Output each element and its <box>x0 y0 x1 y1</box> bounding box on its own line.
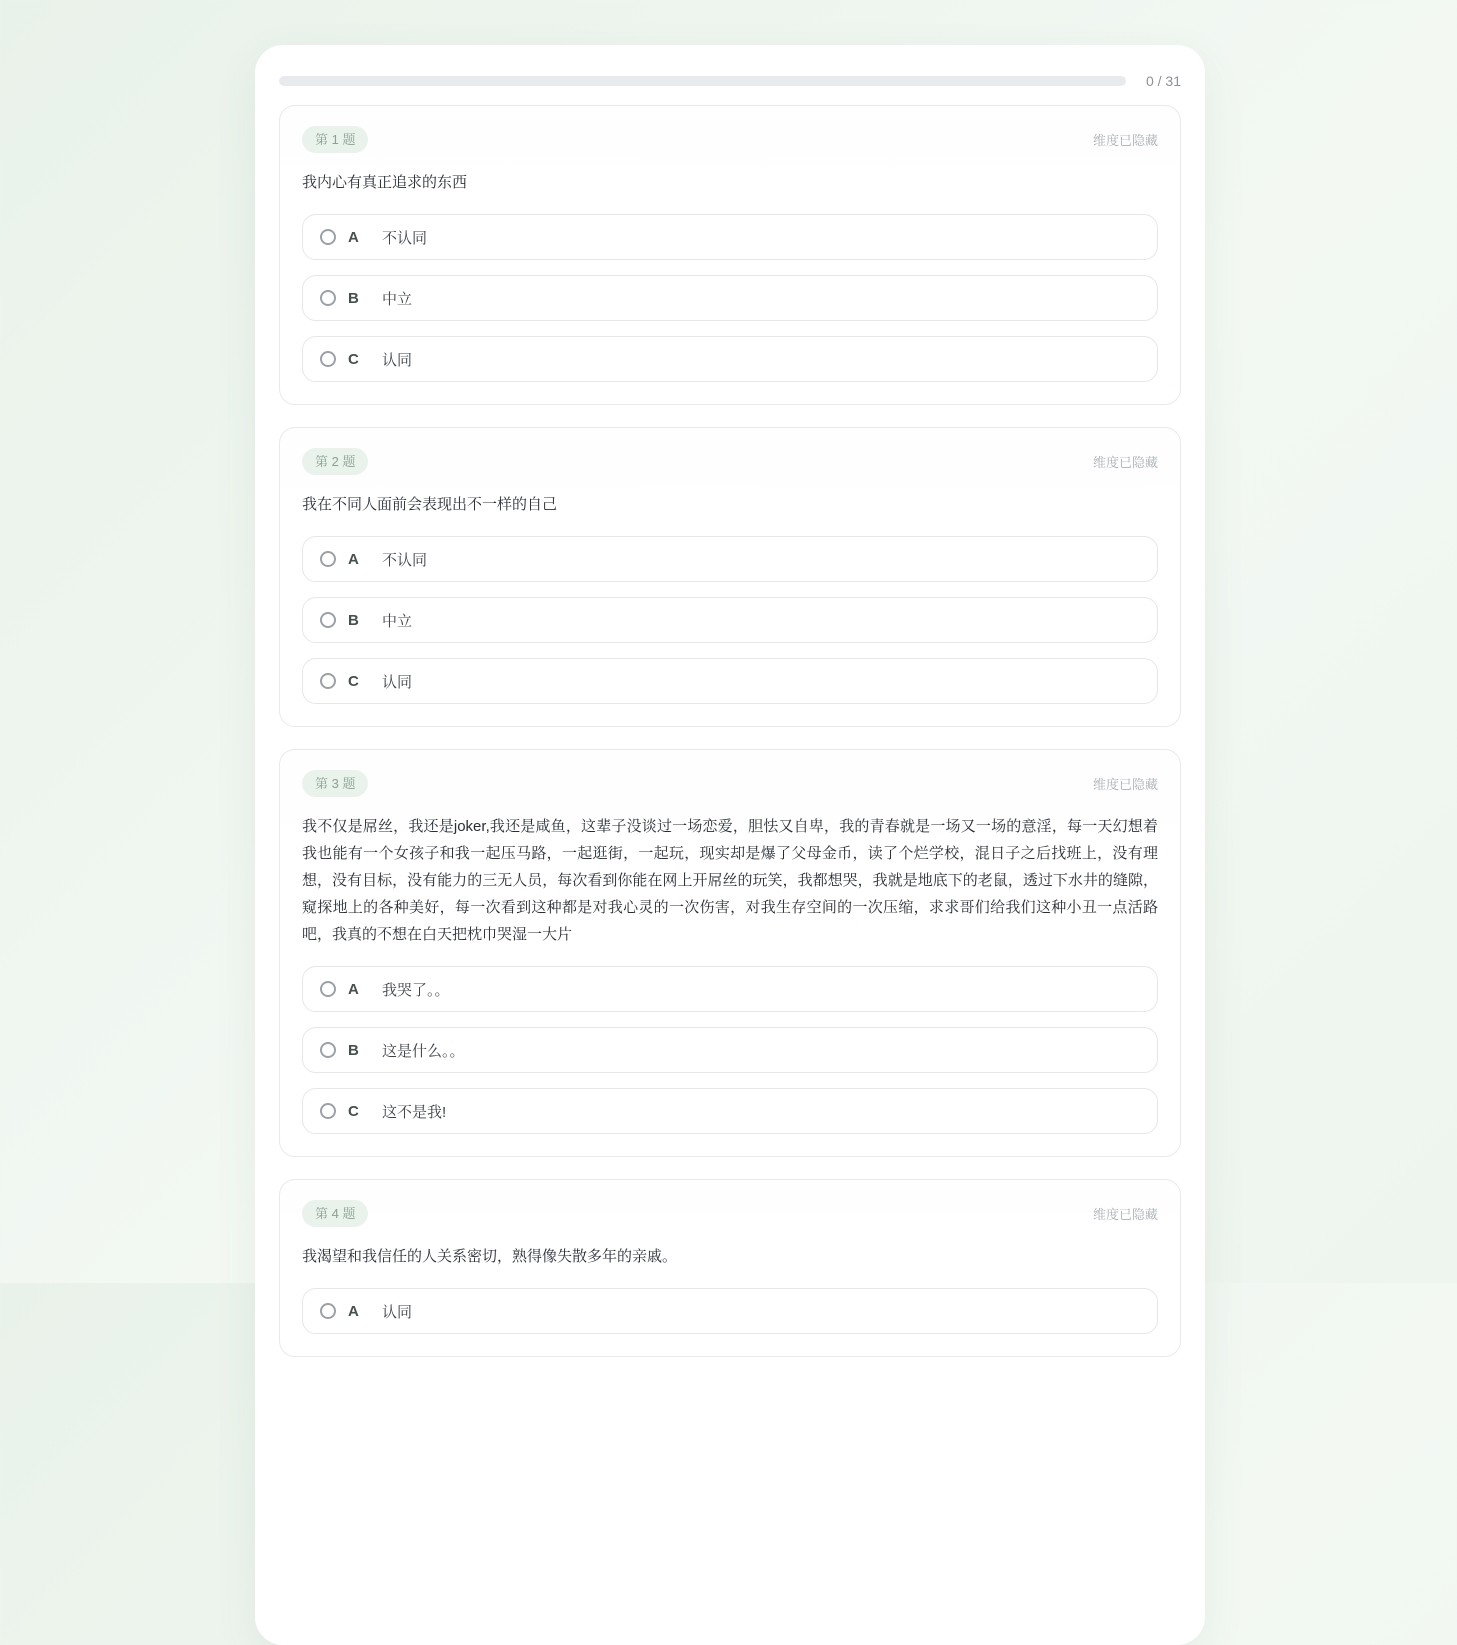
answer-option[interactable] <box>302 1288 1158 1334</box>
option-label: 这不是我! <box>382 1103 447 1121</box>
answer-option[interactable] <box>302 214 1158 260</box>
answer-option[interactable] <box>302 966 1158 1012</box>
option-letter: B <box>348 289 359 307</box>
option-label: 中立 <box>382 612 413 630</box>
question-header <box>302 770 1158 797</box>
answer-option[interactable] <box>302 597 1158 643</box>
option-list <box>302 1288 1158 1334</box>
dimension-hidden-label: 维度已隐藏 <box>1092 455 1158 470</box>
option-list <box>302 966 1158 1134</box>
question-text: 我渴望和我信任的人关系密切，熟得像失散多年的亲戚。 <box>302 1248 678 1265</box>
progress-label: 0 / 31 <box>1145 73 1181 89</box>
option-list <box>302 536 1158 704</box>
option-label: 中立 <box>382 290 413 308</box>
radio-button-icon[interactable] <box>320 673 336 689</box>
radio-button-icon[interactable] <box>320 1303 336 1319</box>
radio-button-icon[interactable] <box>320 1042 336 1058</box>
option-letter: B <box>348 1041 359 1059</box>
question-text: 我内心有真正追求的东西 <box>302 174 468 191</box>
question-number-badge: 第 4 题 <box>302 1200 368 1227</box>
option-letter: A <box>348 550 359 568</box>
option-label: 认同 <box>382 673 413 691</box>
question-header <box>302 126 1158 153</box>
option-label: 认同 <box>382 1303 413 1321</box>
radio-button-icon[interactable] <box>320 1103 336 1119</box>
question-text: 我在不同人面前会表现出不一样的自己 <box>302 496 558 513</box>
question-card <box>279 1179 1181 1357</box>
progress-row <box>279 69 1181 89</box>
option-letter: B <box>348 611 359 629</box>
question-header <box>302 448 1158 475</box>
option-letter: C <box>348 350 359 368</box>
option-label: 我哭了。。 <box>382 981 450 999</box>
answer-option[interactable] <box>302 1027 1158 1073</box>
option-list <box>302 214 1158 382</box>
dimension-hidden-label: 维度已隐藏 <box>1092 1207 1158 1222</box>
option-letter: C <box>348 672 359 690</box>
answer-option[interactable] <box>302 275 1158 321</box>
radio-button-icon[interactable] <box>320 290 336 306</box>
answer-option[interactable] <box>302 536 1158 582</box>
survey-card <box>255 45 1205 1645</box>
radio-button-icon[interactable] <box>320 981 336 997</box>
question-card <box>279 427 1181 727</box>
dimension-hidden-label: 维度已隐藏 <box>1092 133 1158 148</box>
question-number-badge: 第 1 题 <box>302 126 368 153</box>
option-letter: A <box>348 228 359 246</box>
question-header <box>302 1200 1158 1227</box>
radio-button-icon[interactable] <box>320 351 336 367</box>
radio-button-icon[interactable] <box>320 551 336 567</box>
option-label: 认同 <box>382 351 413 369</box>
option-label: 这是什么。。 <box>382 1042 465 1060</box>
option-letter: A <box>348 980 359 998</box>
option-label: 不认同 <box>382 551 428 569</box>
answer-option[interactable] <box>302 1088 1158 1134</box>
answer-option[interactable] <box>302 658 1158 704</box>
option-letter: A <box>348 1302 359 1320</box>
question-number-badge: 第 2 题 <box>302 448 368 475</box>
answer-option[interactable] <box>302 336 1158 382</box>
question-list <box>279 105 1181 1357</box>
radio-button-icon[interactable] <box>320 612 336 628</box>
option-letter: C <box>348 1102 359 1120</box>
question-card <box>279 105 1181 405</box>
question-text: 我不仅是屌丝，我还是joker,我还是咸鱼，这辈子没谈过一场恋爱，胆怯又自卑，我的青春就是一场又一场的意淫，每一天幻想着我也能有一个女孩子和我一起压马路，一起逛街，一起玩，现实却是爆了父母金币，读了个烂学校，混日子之后找班上，没有理想，没有目标，没有能力的三无人员，每次看到你能在网上开屌丝的玩笑，我都想哭，我就是地底下的老鼠，透过下水井的缝隙，窥探地上的各种美好，每一次看到这种都是对我心灵的一次伤害，对我生存空间的一次压缩，求求哥们给我们这种小丑一点活路吧，我真的不想在白天把枕巾哭湿一大片 <box>302 818 1158 943</box>
question-number-badge: 第 3 题 <box>302 770 368 797</box>
dimension-hidden-label: 维度已隐藏 <box>1092 777 1158 792</box>
progress-bar <box>279 76 1126 86</box>
question-card <box>279 749 1181 1157</box>
radio-button-icon[interactable] <box>320 229 336 245</box>
option-label: 不认同 <box>382 229 428 247</box>
